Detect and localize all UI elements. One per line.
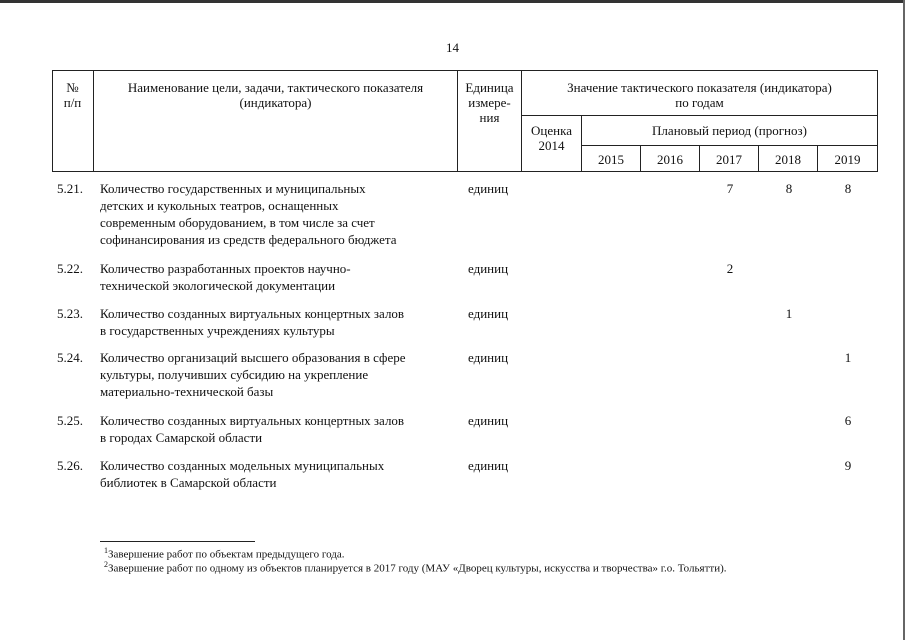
header-year-2018: 2018 [775, 152, 801, 167]
row-indicator-name: Количество государственных и муниципальных детских и кукольных театров, оснащенных современным оборудованием, в том числе за счет софинансирования из средств федерального бюджета [100, 181, 397, 247]
footnote-text: Завершение работ по объектам предыдущего года. [108, 548, 345, 561]
header-border-bottom [52, 171, 878, 172]
header-border-right [877, 70, 878, 172]
footnote-text: Завершение работ по одному из объектов планируется в 2017 году (МАУ «Дворец культуры, искусства и творчества» г.о. Тольятти). [108, 562, 727, 575]
row-unit: единиц [468, 413, 509, 428]
row-indicator-name: Количество созданных модельных муниципальных библиотек в Самарской области [100, 458, 385, 490]
row-unit: единиц [468, 306, 509, 321]
row-unit: единиц [468, 261, 509, 276]
header-divider-values [521, 115, 878, 116]
header-year-2015: 2015 [598, 152, 624, 167]
row-value-2019: 1 [844, 350, 852, 365]
header-name: Наименование цели, задачи, тактического показателя (индикатора) [127, 80, 424, 110]
row-value-2017: 7 [726, 181, 734, 196]
row-unit: единиц [468, 458, 509, 473]
row-number: 5.25. [57, 413, 83, 428]
scan-top-edge [0, 0, 905, 3]
header-unit: Единица измере- ния [465, 80, 514, 125]
header-year-2017: 2017 [716, 152, 742, 167]
header-year-2016: 2016 [657, 152, 683, 167]
row-number: 5.22. [57, 261, 83, 276]
row-value-2019: 8 [844, 181, 852, 196]
row-indicator-name: Количество разработанных проектов научно- технической экологической документации [100, 261, 351, 293]
footnote-separator [100, 541, 255, 542]
row-indicator-name: Количество созданных виртуальных концертных залов в государственных учреждениях культуры [100, 306, 405, 338]
header-border-top [52, 70, 878, 71]
table-header [52, 70, 878, 172]
header-estimate: Оценка 2014 [531, 123, 572, 153]
row-value-2018: 1 [785, 306, 793, 321]
row-number: 5.26. [57, 458, 83, 473]
row-number: 5.23. [57, 306, 83, 321]
footnote-mark: 2 [104, 560, 108, 569]
row-value-2019: 6 [844, 413, 852, 428]
row-unit: единиц [468, 181, 509, 196]
header-num: № п/п [63, 80, 82, 110]
row-indicator-name: Количество организаций высшего образования в сфере культуры, получивших субсидию на укрепление материально-технической базы [100, 350, 406, 399]
header-values: Значение тактического показателя (индикатора) по годам [567, 80, 832, 110]
page-number: 14 [446, 40, 459, 55]
row-indicator-name: Количество созданных виртуальных концертных залов в городах Самарской области [100, 413, 405, 445]
row-unit: единиц [468, 350, 509, 365]
header-year-2019: 2019 [834, 152, 861, 167]
row-number: 5.24. [57, 350, 83, 365]
header-divider-plan [581, 145, 878, 146]
footnote-mark: 1 [104, 546, 108, 555]
row-value-2017: 2 [726, 261, 734, 276]
footnote-2 [104, 558, 727, 576]
row-value-2019: 9 [844, 458, 852, 473]
header-plan-period: Плановый период (прогноз) [652, 123, 807, 138]
row-value-2018: 8 [785, 181, 793, 196]
row-number: 5.21. [57, 181, 83, 196]
